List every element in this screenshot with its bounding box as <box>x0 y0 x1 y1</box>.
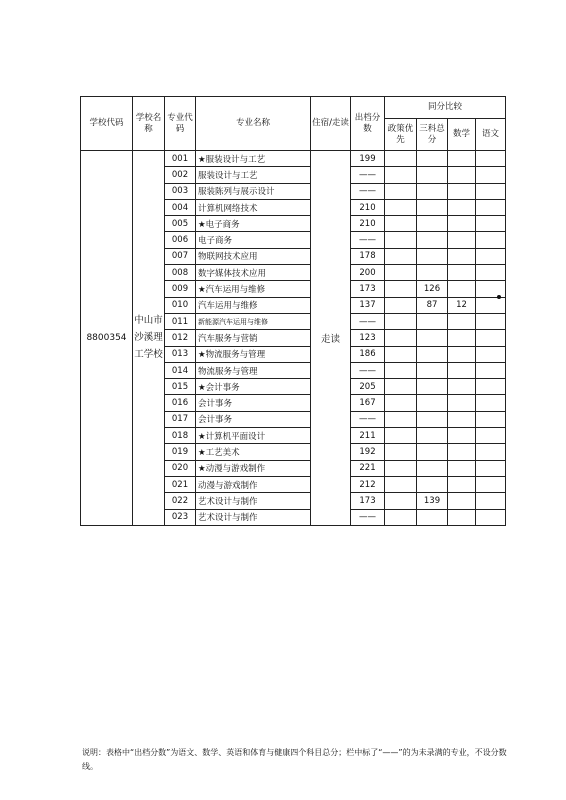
score-cell: 192 <box>351 444 385 460</box>
chinese-cell <box>476 411 506 427</box>
math-cell <box>448 460 476 476</box>
score-cell: 167 <box>351 395 385 411</box>
policy-cell <box>385 444 417 460</box>
policy-cell <box>385 476 417 492</box>
policy-cell <box>385 297 417 313</box>
chinese-cell <box>476 232 506 248</box>
policy-cell <box>385 265 417 281</box>
three-total-cell <box>417 199 448 215</box>
lodging-cell: 走读 <box>311 151 351 526</box>
chinese-cell <box>476 346 506 362</box>
three-total-cell <box>417 411 448 427</box>
score-cell: —— <box>351 313 385 329</box>
major-name-cell: 汽车服务与营销 <box>196 330 311 346</box>
major-code-cell: 013 <box>165 346 196 362</box>
chinese-cell <box>476 395 506 411</box>
footnote: 说明：表格中“出档分数”为语文、数学、英语和体育与健康四个科目总分；栏中标了“——”的为未录满的专业，不设分数线。 <box>82 748 507 771</box>
policy-cell <box>385 248 417 264</box>
policy-cell <box>385 379 417 395</box>
major-code-cell: 014 <box>165 362 196 378</box>
major-code-cell: 002 <box>165 167 196 183</box>
three-total-cell <box>417 460 448 476</box>
score-cell: —— <box>351 232 385 248</box>
major-name-cell: ★物流服务与管理 <box>196 346 311 362</box>
three-total-cell <box>417 183 448 199</box>
major-code-cell: 010 <box>165 297 196 313</box>
major-name-cell: ★电子商务 <box>196 216 311 232</box>
major-code-cell: 001 <box>165 151 196 167</box>
major-code-cell: 018 <box>165 428 196 444</box>
three-total-cell <box>417 346 448 362</box>
major-name-cell: 服装设计与工艺 <box>196 167 311 183</box>
header-lodging: 住宿/走读 <box>311 97 351 151</box>
three-total-cell <box>417 362 448 378</box>
three-total-cell <box>417 232 448 248</box>
math-cell <box>448 346 476 362</box>
major-code-cell: 006 <box>165 232 196 248</box>
score-cell: 186 <box>351 346 385 362</box>
major-name-cell: ★动漫与游戏制作 <box>196 460 311 476</box>
major-code-cell: 017 <box>165 411 196 427</box>
three-total-cell <box>417 151 448 167</box>
math-cell <box>448 281 476 297</box>
major-name-cell: ★汽车运用与维修 <box>196 281 311 297</box>
major-name-cell: 汽车运用与维修 <box>196 297 311 313</box>
policy-cell <box>385 428 417 444</box>
header-major-name: 专业名称 <box>196 97 311 151</box>
math-cell <box>448 151 476 167</box>
school-code-cell: 8800354 <box>81 151 133 526</box>
policy-cell <box>385 493 417 509</box>
major-name-cell: 物流服务与管理 <box>196 362 311 378</box>
score-cell: 210 <box>351 216 385 232</box>
chinese-cell <box>476 444 506 460</box>
major-name-cell: 新能源汽车运用与维修 <box>196 313 311 329</box>
major-name-cell: ★会计事务 <box>196 379 311 395</box>
major-code-cell: 021 <box>165 476 196 492</box>
score-cell: —— <box>351 167 385 183</box>
policy-cell <box>385 216 417 232</box>
policy-cell <box>385 199 417 215</box>
major-code-cell: 012 <box>165 330 196 346</box>
score-cell: —— <box>351 509 385 525</box>
header-math: 数学 <box>448 119 476 151</box>
chinese-cell <box>476 476 506 492</box>
major-name-cell: 艺术设计与制作 <box>196 493 311 509</box>
header-school-code: 学校代码 <box>81 97 133 151</box>
chinese-cell <box>476 216 506 232</box>
score-cell: 212 <box>351 476 385 492</box>
chinese-cell <box>476 297 506 313</box>
score-cell: 137 <box>351 297 385 313</box>
major-name-cell: 会计事务 <box>196 395 311 411</box>
score-cell: 205 <box>351 379 385 395</box>
score-cell: 211 <box>351 428 385 444</box>
math-cell <box>448 379 476 395</box>
three-total-cell <box>417 265 448 281</box>
policy-cell <box>385 167 417 183</box>
policy-cell <box>385 330 417 346</box>
major-name-cell: 服装陈列与展示设计 <box>196 183 311 199</box>
chinese-cell <box>476 183 506 199</box>
math-cell <box>448 509 476 525</box>
major-name-cell: 电子商务 <box>196 232 311 248</box>
chinese-cell <box>476 313 506 329</box>
policy-cell <box>385 232 417 248</box>
policy-cell <box>385 281 417 297</box>
header-three-total: 三科总分 <box>417 119 448 151</box>
score-cell: 200 <box>351 265 385 281</box>
policy-cell <box>385 313 417 329</box>
math-cell <box>448 216 476 232</box>
math-cell <box>448 199 476 215</box>
math-cell <box>448 428 476 444</box>
score-cell: —— <box>351 362 385 378</box>
header-school-name: 学校名称 <box>133 97 165 151</box>
chinese-cell <box>476 362 506 378</box>
major-code-cell: 007 <box>165 248 196 264</box>
table-body <box>81 151 506 526</box>
major-code-cell: 016 <box>165 395 196 411</box>
major-code-cell: 020 <box>165 460 196 476</box>
chinese-cell <box>476 248 506 264</box>
policy-cell <box>385 395 417 411</box>
major-name-cell: 动漫与游戏制作 <box>196 476 311 492</box>
major-code-cell: 008 <box>165 265 196 281</box>
major-code-cell: 022 <box>165 493 196 509</box>
three-total-cell: 126 <box>417 281 448 297</box>
major-name-cell: 物联网技术应用 <box>196 248 311 264</box>
major-name-cell: ★计算机平面设计 <box>196 428 311 444</box>
three-total-cell: 139 <box>417 493 448 509</box>
major-code-cell: 009 <box>165 281 196 297</box>
major-code-cell: 019 <box>165 444 196 460</box>
policy-cell <box>385 346 417 362</box>
major-code-cell: 015 <box>165 379 196 395</box>
major-code-cell: 004 <box>165 199 196 215</box>
score-cell: 199 <box>351 151 385 167</box>
math-cell <box>448 395 476 411</box>
major-name-cell: ★服装设计与工艺 <box>196 151 311 167</box>
three-total-cell <box>417 444 448 460</box>
math-cell <box>448 362 476 378</box>
three-total-cell: 87 <box>417 297 448 313</box>
three-total-cell <box>417 509 448 525</box>
table-row <box>81 151 506 167</box>
header-policy: 政策优先 <box>385 119 417 151</box>
chinese-cell <box>476 330 506 346</box>
math-cell <box>448 248 476 264</box>
major-name-cell: 艺术设计与制作 <box>196 509 311 525</box>
three-total-cell <box>417 395 448 411</box>
header-major-code: 专业代码 <box>165 97 196 151</box>
policy-cell <box>385 183 417 199</box>
policy-cell <box>385 411 417 427</box>
score-cell: 173 <box>351 493 385 509</box>
header-compare-group: 同分比较 <box>385 97 506 119</box>
admission-score-table <box>80 96 506 526</box>
score-cell: 123 <box>351 330 385 346</box>
three-total-cell <box>417 313 448 329</box>
major-name-cell: ★工艺美术 <box>196 444 311 460</box>
three-total-cell <box>417 428 448 444</box>
math-cell <box>448 444 476 460</box>
math-cell <box>448 411 476 427</box>
three-total-cell <box>417 216 448 232</box>
ink-dot <box>497 295 501 299</box>
header-score: 出档分数 <box>351 97 385 151</box>
score-cell: 173 <box>351 281 385 297</box>
policy-cell <box>385 151 417 167</box>
chinese-cell <box>476 167 506 183</box>
score-cell: —— <box>351 183 385 199</box>
math-cell <box>448 265 476 281</box>
chinese-cell <box>476 493 506 509</box>
chinese-cell <box>476 265 506 281</box>
major-code-cell: 011 <box>165 313 196 329</box>
math-cell: 12 <box>448 297 476 313</box>
chinese-cell <box>476 199 506 215</box>
score-cell: 221 <box>351 460 385 476</box>
math-cell <box>448 476 476 492</box>
policy-cell <box>385 362 417 378</box>
chinese-cell <box>476 151 506 167</box>
math-cell <box>448 183 476 199</box>
chinese-cell <box>476 428 506 444</box>
math-cell <box>448 493 476 509</box>
three-total-cell <box>417 167 448 183</box>
three-total-cell <box>417 476 448 492</box>
major-name-cell: 数字媒体技术应用 <box>196 265 311 281</box>
major-name-cell: 会计事务 <box>196 411 311 427</box>
three-total-cell <box>417 248 448 264</box>
chinese-cell <box>476 379 506 395</box>
major-code-cell: 023 <box>165 509 196 525</box>
math-cell <box>448 313 476 329</box>
score-cell: —— <box>351 411 385 427</box>
major-code-cell: 003 <box>165 183 196 199</box>
school-name-cell: 中山市沙溪理工学校 <box>133 151 165 526</box>
header-chinese: 语文 <box>476 119 506 151</box>
policy-cell <box>385 509 417 525</box>
math-cell <box>448 232 476 248</box>
math-cell <box>448 330 476 346</box>
policy-cell <box>385 460 417 476</box>
chinese-cell <box>476 509 506 525</box>
major-name-cell: 计算机网络技术 <box>196 199 311 215</box>
three-total-cell <box>417 330 448 346</box>
math-cell <box>448 167 476 183</box>
major-code-cell: 005 <box>165 216 196 232</box>
chinese-cell <box>476 460 506 476</box>
score-cell: 210 <box>351 199 385 215</box>
score-cell: 178 <box>351 248 385 264</box>
chinese-cell <box>476 281 506 297</box>
three-total-cell <box>417 379 448 395</box>
